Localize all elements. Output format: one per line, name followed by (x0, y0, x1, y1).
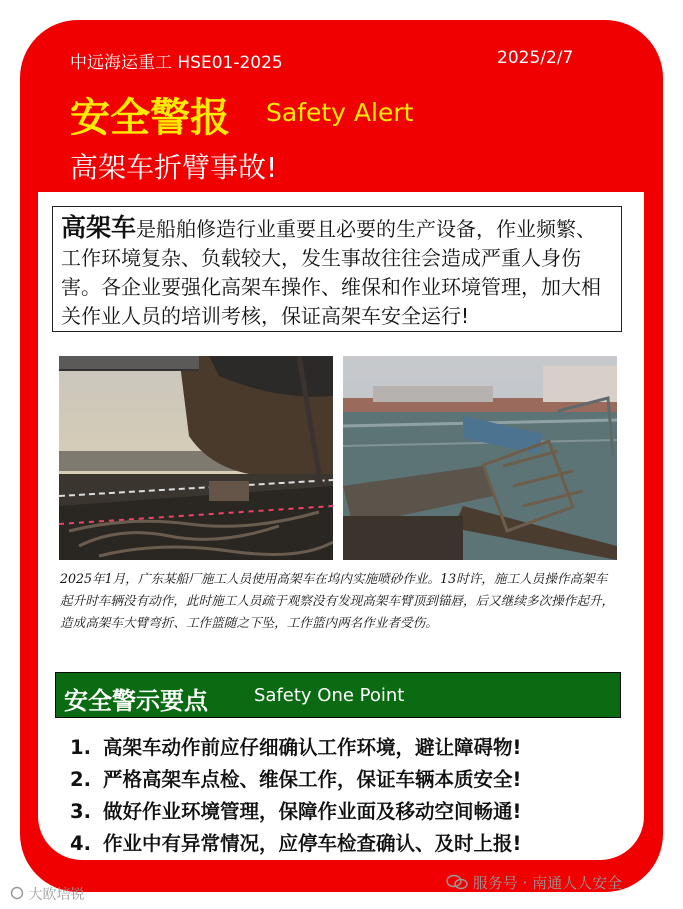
wechat-icon (446, 874, 468, 894)
section-title-cn: 安全警示要点 (64, 687, 208, 715)
org-code: 中远海运重工 HSE01-2025 (70, 53, 283, 73)
date: 2025/2/7 (497, 48, 574, 68)
point-text: 严格高架车点检、维保工作，保证车辆本质安全! (103, 768, 522, 791)
list-item (70, 732, 521, 764)
list-item (70, 796, 521, 828)
watermark-logo-icon (10, 886, 24, 904)
incident-description: 2025年1月，广东某船厂施工人员使用高架车在坞内实施喷砂作业。13时许，施工人员操作高架车起升时车辆没有动作，此时施工人员疏于观察没有发现高架车臂顶到锚唇，后又继续多次操作起升，造成高架车大臂弯折、工作篮随之下坠，工作篮内两名作业者受伤。 (60, 571, 615, 630)
point-number: 2. (70, 768, 91, 791)
point-number: 3. (70, 800, 91, 823)
watermark-left-text: 大欧培锐 (28, 887, 85, 903)
section-header (55, 672, 621, 718)
section-title-en: Safety One Point (254, 685, 405, 706)
intro-box (52, 206, 622, 332)
safety-points-list (70, 732, 521, 860)
point-number: 4. (70, 832, 91, 855)
watermark-left (10, 884, 84, 904)
list-item (70, 764, 521, 796)
point-text: 作业中有异常情况，应停车检查确认、及时上报! (103, 832, 522, 855)
subtitle: 高架车折臂事故! (70, 151, 278, 184)
title-en: Safety Alert (266, 98, 414, 127)
dock-chains-photo (59, 356, 333, 560)
watermark-right-text: 服务号 · 南通人人安全 (472, 874, 623, 892)
collapsed-boom-photo (343, 356, 617, 560)
point-text: 高架车动作前应仔细确认工作环境，避让障碍物! (103, 736, 522, 759)
intro-text: 是船舶修造行业重要且必要的生产设备，作业频繁、工作环境复杂、负载较大，发生事故往往会造成严重人身伤害。各企业要强化高架车操作、维保和作业环境管理，加大相关作业人员的培训考核，保证高架车安全运行! (61, 217, 601, 328)
point-text: 做好作业环境管理，保障作业面及移动空间畅通! (103, 800, 522, 823)
list-item (70, 828, 521, 860)
intro-lead: 高架车 (61, 213, 137, 242)
point-number: 1. (70, 736, 91, 759)
watermark-right (446, 872, 622, 894)
title-cn: 安全警报 (70, 95, 230, 141)
